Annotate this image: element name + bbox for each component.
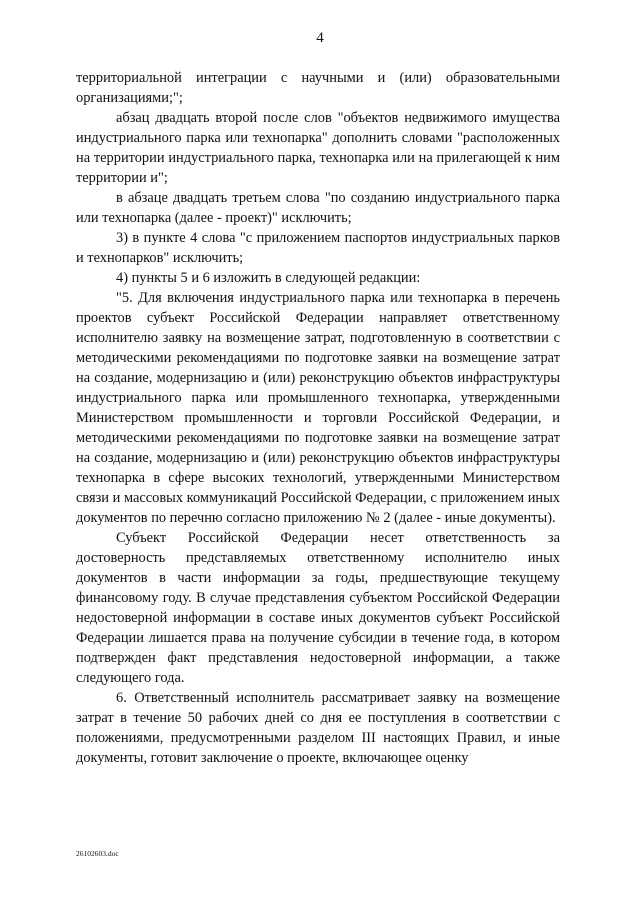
paragraph-1: территориальной интеграции с научными и (или) образовательными организациями;"; bbox=[76, 70, 560, 106]
file-name-footer: 26102603.doc bbox=[76, 849, 119, 858]
page-number: 4 bbox=[316, 30, 324, 46]
paragraph-2: абзац двадцать второй после слов "объектов недвижимого имущества индустриального парка или технопарка" дополнить словами "расположенных на территории индустриального парка, технопарка или на прилегающей к ним территории и"; bbox=[76, 110, 560, 186]
document-body bbox=[76, 68, 560, 768]
paragraph-6: "5. Для включения индустриального парка или технопарка в перечень проектов субъект Российской Федерации направляет ответственному исполнителю заявку на возмещение затрат, подготовленную в соответствии с методическими рекомендациями по подготовке заявки на возмещение затрат на создание, модернизацию и (или) реконструкцию объектов инфраструктуры индустриального парка или промышленного технопарка, утвержденными Министерством промышленности и торговли Российской Федерации, и методическими рекомендациями по подготовке заявки на возмещение затрат на создание, модернизацию и (или) реконструкцию объектов инфраструктуры технопарка в сфере высоких технологий, утвержденными Министерством связи и массовых коммуникаций Российской Федерации, с приложением иных документов по перечню согласно приложению № 2 (далее - иные документы). bbox=[76, 290, 560, 526]
paragraph-7: Субъект Российской Федерации несет ответственность за достоверность представляемых ответственному исполнителю иных документов в части информации за годы, предшествующие текущему финансовому году. В случае представления субъектом Российской Федерации недостоверной информации в составе иных документов субъект Российской Федерации лишается права на получение субсидии в течение года, в котором подтвержден факт представления недостоверной информации, а также следующего года. bbox=[76, 530, 560, 686]
paragraph-5: 4) пункты 5 и 6 изложить в следующей редакции: bbox=[116, 270, 421, 286]
paragraph-4: 3) в пункте 4 слова "с приложением паспортов индустриальных парков и технопарков" исключить; bbox=[76, 230, 560, 266]
paragraph-8: 6. Ответственный исполнитель рассматривает заявку на возмещение затрат в течение 50 рабочих дней со дня ее поступления в соответствии с положениями, предусмотренными разделом III настоящих Правил, и иные документы, готовит заключение о проекте, включающее оценку bbox=[76, 690, 560, 766]
paragraph-3: в абзаце двадцать третьем слова "по созданию индустриального парка или технопарка (далее - проект)" исключить; bbox=[76, 190, 560, 226]
